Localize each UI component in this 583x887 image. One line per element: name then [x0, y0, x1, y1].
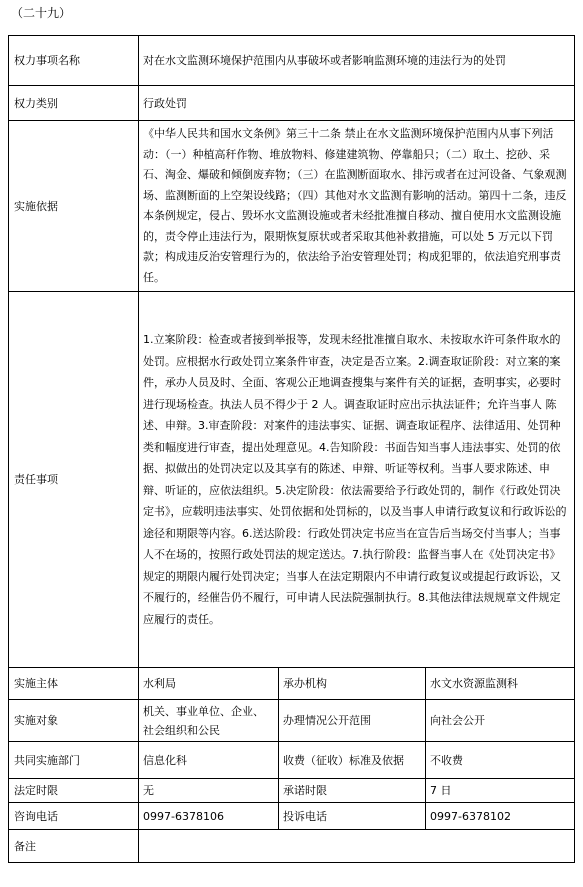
consult-label: 咨询电话	[9, 803, 139, 830]
responsibility-label: 责任事项	[9, 292, 139, 668]
power-name-value: 对在水文监测环境保护范围内从事破坏或者影响监测环境的违法行为的处罚	[139, 36, 575, 86]
row-subject	[9, 668, 575, 700]
target-label: 实施对象	[9, 700, 139, 742]
subject-label: 实施主体	[9, 668, 139, 700]
row-phone	[9, 803, 575, 830]
row-joint	[9, 742, 575, 779]
basis-value: 《中华人民共和国水文条例》第三十二条 禁止在水文监测环境保护范围内从事下列活动：（一）种植高秆作物、堆放物料、修建建筑物、停靠船只；（二）取土、挖砂、采石、淘金、爆破和倾倒废弃物；（三）在监测断面取水、排污或者在过河设备、气象观测场、监测断面的上空架设线路；（四）其他对水文监测有影响的活动。第四十二条，违反本条例规定，侵占、毁坏水文监测设施或者未经批准擅自移动、擅自使用水文监测设施的，责令停止违法行为，限期恢复原状或者采取其他补救措施，可以处 5 万元以下罚款；构成违反治安管理行为的，依法给予治安管理处罚；构成犯罪的，依法追究刑事责任。	[143, 127, 567, 284]
section-heading: （二十九）	[11, 6, 72, 20]
publicity-label: 办理情况公开范围	[279, 700, 426, 742]
basis-label: 实施依据	[9, 121, 139, 292]
complaint-label: 投诉电话	[279, 803, 426, 830]
fee-value: 不收费	[426, 742, 575, 779]
power-type-label: 权力类别	[9, 86, 139, 121]
subject-value: 水利局	[139, 668, 279, 700]
joint-value: 信息化科	[139, 742, 279, 779]
agency-label: 承办机构	[279, 668, 426, 700]
power-name-label: 权力事项名称	[9, 36, 139, 86]
target-value: 机关、事业单位、企业、社会组织和公民	[139, 700, 279, 742]
promise-limit-label: 承诺时限	[279, 779, 426, 803]
row-power-type	[9, 86, 575, 121]
legal-limit-label: 法定时限	[9, 779, 139, 803]
fee-label: 收费（征收）标准及依据	[279, 742, 426, 779]
joint-label: 共同实施部门	[9, 742, 139, 779]
row-responsibility	[9, 292, 575, 668]
row-remark	[9, 830, 575, 863]
row-time-limit	[9, 779, 575, 803]
remark-label: 备注	[9, 830, 139, 863]
responsibility-value: 1.立案阶段：检查或者接到举报等，发现未经批准擅自取水、未按取水许可条件取水的处罚。应根据水行政处罚立案条件审查，决定是否立案。2.调查取证阶段：对立案的案件，承办人员及时、全面、客观公正地调查搜集与案件有关的证据，查明事实，必要时进行现场检查。执法人员不得少于 2 人。调查取证时应出示执法证件；允许当事人 陈述、申辩。3.审查阶段：对案件的违法事实、证据、调查取证程序、法律适用、处罚种类和幅度进行审查，提出处理意见。4.告知阶段：书面告知当事人违法事实、处罚的依据、拟做出的处罚决定以及其享有的陈述、申辩、听证等权利。当事人要求陈述、申辩、听证的，应依法组织。5.决定阶段：依法需要给予行政处罚的，制作《行政处罚决定书》，应载明违法事实、处罚依据和处罚标的，以及当事人申请行政复议和行政诉讼的途径和期限等内容。6.送达阶段：行政处罚决定书应当在宣告后当场交付当事人；当事人不在场的，按照行政处罚法的规定送达。7.执行阶段：监督当事人在《处罚决定书》规定的期限内履行处罚决定；当事人在法定期限内不申请行政复议或提起行政诉讼，又不履行的，经催告仍不履行，可申请人民法院强制执行。8.其他法律法规规章文件规定应履行的责任。	[143, 333, 567, 626]
row-target	[9, 700, 575, 742]
publicity-value: 向社会公开	[426, 700, 575, 742]
consult-value: 0997-6378106	[139, 803, 279, 830]
legal-limit-value: 无	[139, 779, 279, 803]
power-type-value: 行政处罚	[139, 86, 575, 121]
power-item-table	[8, 35, 575, 863]
remark-value	[139, 830, 575, 863]
agency-value: 水文水资源监测科	[426, 668, 575, 700]
promise-limit-value: 7 日	[426, 779, 575, 803]
row-power-name	[9, 36, 575, 86]
row-basis	[9, 121, 575, 292]
complaint-value: 0997-6378102	[426, 803, 575, 830]
